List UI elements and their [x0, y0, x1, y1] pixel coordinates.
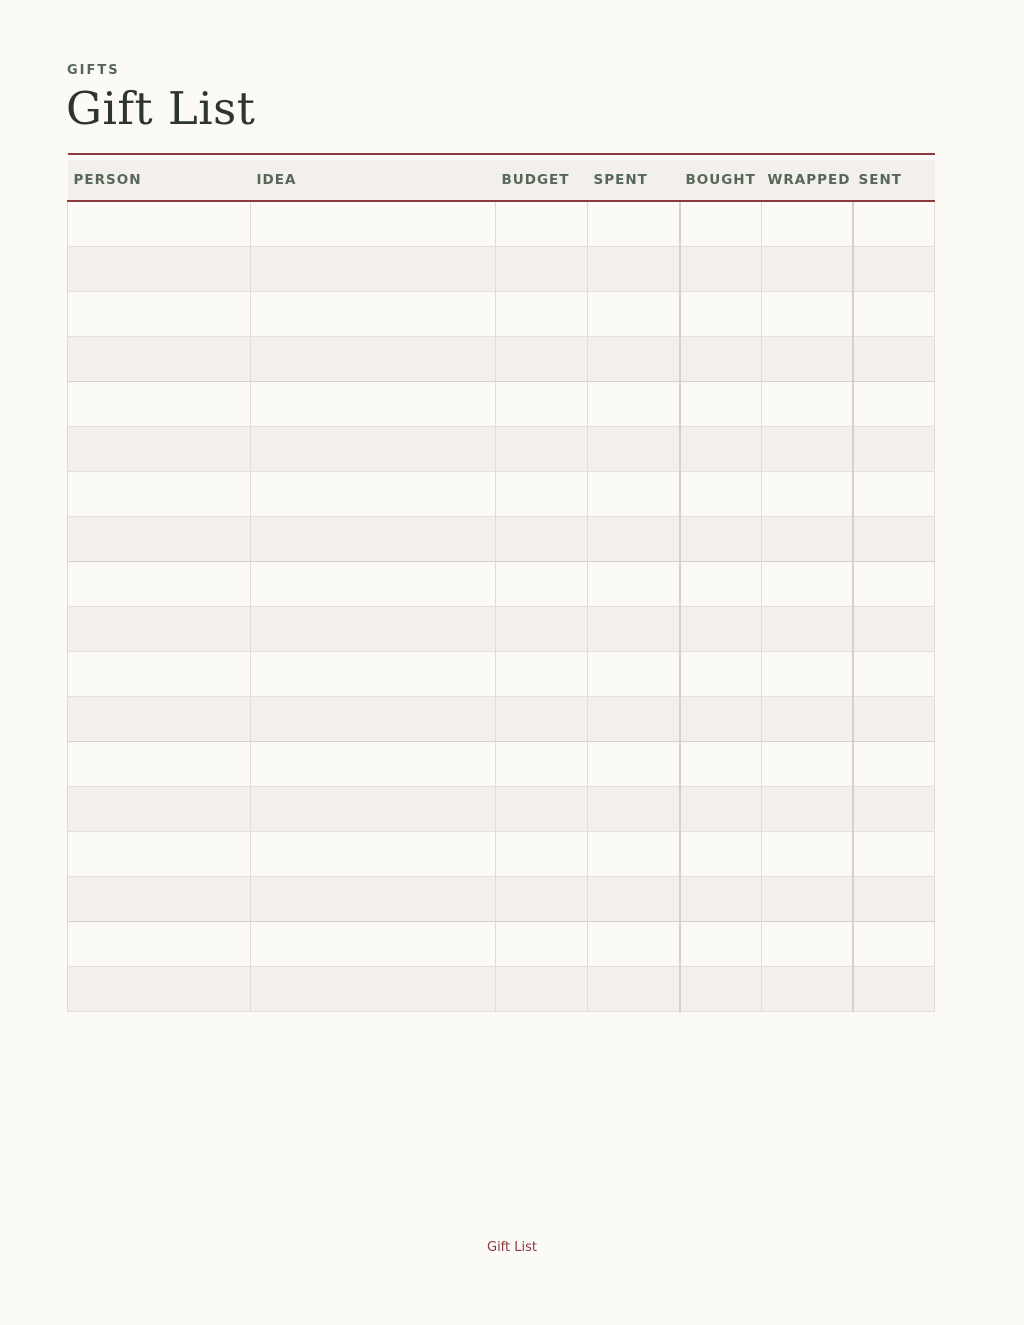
cell-person[interactable] — [68, 291, 251, 336]
cell-idea[interactable] — [251, 651, 496, 696]
cell-sent[interactable] — [853, 381, 935, 426]
table-row — [68, 471, 935, 516]
cell-budget[interactable] — [496, 651, 588, 696]
cell-bought[interactable] — [680, 876, 762, 921]
table-row — [68, 201, 935, 246]
cell-sent[interactable] — [853, 246, 935, 291]
cell-wrapped[interactable] — [762, 291, 853, 336]
cell-idea[interactable] — [251, 336, 496, 381]
cell-person[interactable] — [68, 786, 251, 831]
cell-wrapped[interactable] — [762, 246, 853, 291]
cell-sent[interactable] — [853, 966, 935, 1011]
cell-wrapped[interactable] — [762, 831, 853, 876]
cell-budget[interactable] — [496, 561, 588, 606]
cell-wrapped[interactable] — [762, 471, 853, 516]
cell-bought[interactable] — [680, 516, 762, 561]
cell-budget[interactable] — [496, 696, 588, 741]
cell-bought[interactable] — [680, 471, 762, 516]
cell-person[interactable] — [68, 471, 251, 516]
cell-sent[interactable] — [853, 651, 935, 696]
cell-bought[interactable] — [680, 921, 762, 966]
table-row — [68, 291, 935, 336]
cell-sent[interactable] — [853, 291, 935, 336]
cell-wrapped[interactable] — [762, 966, 853, 1011]
footer-label: Gift List — [487, 1240, 537, 1255]
gift-table — [67, 153, 935, 1012]
cell-spent[interactable] — [588, 696, 680, 741]
cell-idea[interactable] — [251, 246, 496, 291]
cell-sent[interactable] — [853, 426, 935, 471]
cell-sent[interactable] — [853, 561, 935, 606]
cell-budget[interactable] — [496, 606, 588, 651]
cell-person[interactable] — [68, 696, 251, 741]
cell-idea[interactable] — [251, 561, 496, 606]
cell-wrapped[interactable] — [762, 336, 853, 381]
cell-sent[interactable] — [853, 876, 935, 921]
cell-budget[interactable] — [496, 516, 588, 561]
table-body — [68, 201, 935, 1011]
cell-budget[interactable] — [496, 921, 588, 966]
cell-wrapped[interactable] — [762, 606, 853, 651]
cell-idea[interactable] — [251, 291, 496, 336]
cell-idea[interactable] — [251, 876, 496, 921]
table-row — [68, 876, 935, 921]
cell-spent[interactable] — [588, 651, 680, 696]
cell-person[interactable] — [68, 381, 251, 426]
page-title: Gift List — [66, 82, 256, 135]
table-row — [68, 696, 935, 741]
section-eyebrow: GIFTS — [67, 63, 120, 78]
cell-bought[interactable] — [680, 696, 762, 741]
cell-person[interactable] — [68, 741, 251, 786]
cell-budget[interactable] — [496, 381, 588, 426]
cell-sent[interactable] — [853, 921, 935, 966]
cell-sent[interactable] — [853, 201, 935, 246]
cell-bought[interactable] — [680, 291, 762, 336]
table-row — [68, 786, 935, 831]
cell-idea[interactable] — [251, 201, 496, 246]
table-header-row — [68, 154, 935, 201]
cell-budget[interactable] — [496, 786, 588, 831]
cell-budget[interactable] — [496, 966, 588, 1011]
cell-person[interactable] — [68, 336, 251, 381]
cell-wrapped[interactable] — [762, 651, 853, 696]
cell-spent[interactable] — [588, 201, 680, 246]
cell-idea[interactable] — [251, 921, 496, 966]
cell-budget[interactable] — [496, 426, 588, 471]
column-header-spent: SPENT — [588, 154, 680, 201]
cell-person[interactable] — [68, 426, 251, 471]
cell-spent[interactable] — [588, 291, 680, 336]
cell-budget[interactable] — [496, 831, 588, 876]
cell-idea[interactable] — [251, 786, 496, 831]
cell-spent[interactable] — [588, 471, 680, 516]
cell-bought[interactable] — [680, 426, 762, 471]
table-row — [68, 741, 935, 786]
cell-spent[interactable] — [588, 831, 680, 876]
cell-person[interactable] — [68, 246, 251, 291]
table-row — [68, 516, 935, 561]
cell-person[interactable] — [68, 831, 251, 876]
cell-sent[interactable] — [853, 606, 935, 651]
cell-wrapped[interactable] — [762, 696, 853, 741]
column-header-wrapped: WRAPPED — [762, 154, 853, 201]
column-header-person: PERSON — [68, 154, 251, 201]
column-header-sent: SENT — [853, 154, 935, 201]
cell-spent[interactable] — [588, 426, 680, 471]
cell-bought[interactable] — [680, 606, 762, 651]
cell-idea[interactable] — [251, 381, 496, 426]
cell-sent[interactable] — [853, 786, 935, 831]
cell-sent[interactable] — [853, 336, 935, 381]
cell-budget[interactable] — [496, 471, 588, 516]
cell-budget[interactable] — [496, 876, 588, 921]
cell-spent[interactable] — [588, 336, 680, 381]
cell-spent[interactable] — [588, 966, 680, 1011]
cell-bought[interactable] — [680, 831, 762, 876]
table-row — [68, 831, 935, 876]
cell-spent[interactable] — [588, 741, 680, 786]
cell-idea[interactable] — [251, 966, 496, 1011]
column-header-budget: BUDGET — [496, 154, 588, 201]
cell-bought[interactable] — [680, 561, 762, 606]
table-row — [68, 381, 935, 426]
cell-spent[interactable] — [588, 246, 680, 291]
cell-person[interactable] — [68, 651, 251, 696]
cell-wrapped[interactable] — [762, 516, 853, 561]
cell-wrapped[interactable] — [762, 921, 853, 966]
cell-spent[interactable] — [588, 876, 680, 921]
cell-wrapped[interactable] — [762, 381, 853, 426]
cell-person[interactable] — [68, 921, 251, 966]
cell-person[interactable] — [68, 876, 251, 921]
cell-idea[interactable] — [251, 516, 496, 561]
cell-idea[interactable] — [251, 831, 496, 876]
cell-spent[interactable] — [588, 786, 680, 831]
cell-budget[interactable] — [496, 336, 588, 381]
table-row — [68, 966, 935, 1011]
cell-person[interactable] — [68, 606, 251, 651]
cell-bought[interactable] — [680, 246, 762, 291]
cell-spent[interactable] — [588, 381, 680, 426]
cell-spent[interactable] — [588, 606, 680, 651]
cell-spent[interactable] — [588, 561, 680, 606]
cell-sent[interactable] — [853, 741, 935, 786]
cell-spent[interactable] — [588, 921, 680, 966]
cell-budget[interactable] — [496, 291, 588, 336]
cell-sent[interactable] — [853, 696, 935, 741]
cell-idea[interactable] — [251, 696, 496, 741]
cell-wrapped[interactable] — [762, 741, 853, 786]
cell-wrapped[interactable] — [762, 426, 853, 471]
column-header-bought: BOUGHT — [680, 154, 762, 201]
cell-bought[interactable] — [680, 201, 762, 246]
cell-bought[interactable] — [680, 786, 762, 831]
cell-bought[interactable] — [680, 336, 762, 381]
cell-wrapped[interactable] — [762, 561, 853, 606]
cell-person[interactable] — [68, 201, 251, 246]
table-row — [68, 426, 935, 471]
table-row — [68, 921, 935, 966]
cell-idea[interactable] — [251, 426, 496, 471]
cell-spent[interactable] — [588, 516, 680, 561]
cell-bought[interactable] — [680, 381, 762, 426]
table-row — [68, 246, 935, 291]
cell-person[interactable] — [68, 966, 251, 1011]
cell-bought[interactable] — [680, 651, 762, 696]
cell-wrapped[interactable] — [762, 201, 853, 246]
table-row — [68, 561, 935, 606]
cell-idea[interactable] — [251, 741, 496, 786]
table-row — [68, 606, 935, 651]
cell-idea[interactable] — [251, 606, 496, 651]
gift-table-container — [67, 153, 934, 1012]
cell-budget[interactable] — [496, 741, 588, 786]
cell-person[interactable] — [68, 561, 251, 606]
cell-sent[interactable] — [853, 831, 935, 876]
cell-idea[interactable] — [251, 471, 496, 516]
table-row — [68, 336, 935, 381]
cell-sent[interactable] — [853, 471, 935, 516]
cell-sent[interactable] — [853, 516, 935, 561]
cell-budget[interactable] — [496, 246, 588, 291]
cell-budget[interactable] — [496, 201, 588, 246]
table-row — [68, 651, 935, 696]
cell-bought[interactable] — [680, 966, 762, 1011]
cell-bought[interactable] — [680, 741, 762, 786]
cell-wrapped[interactable] — [762, 786, 853, 831]
cell-person[interactable] — [68, 516, 251, 561]
cell-wrapped[interactable] — [762, 876, 853, 921]
column-header-idea: IDEA — [251, 154, 496, 201]
